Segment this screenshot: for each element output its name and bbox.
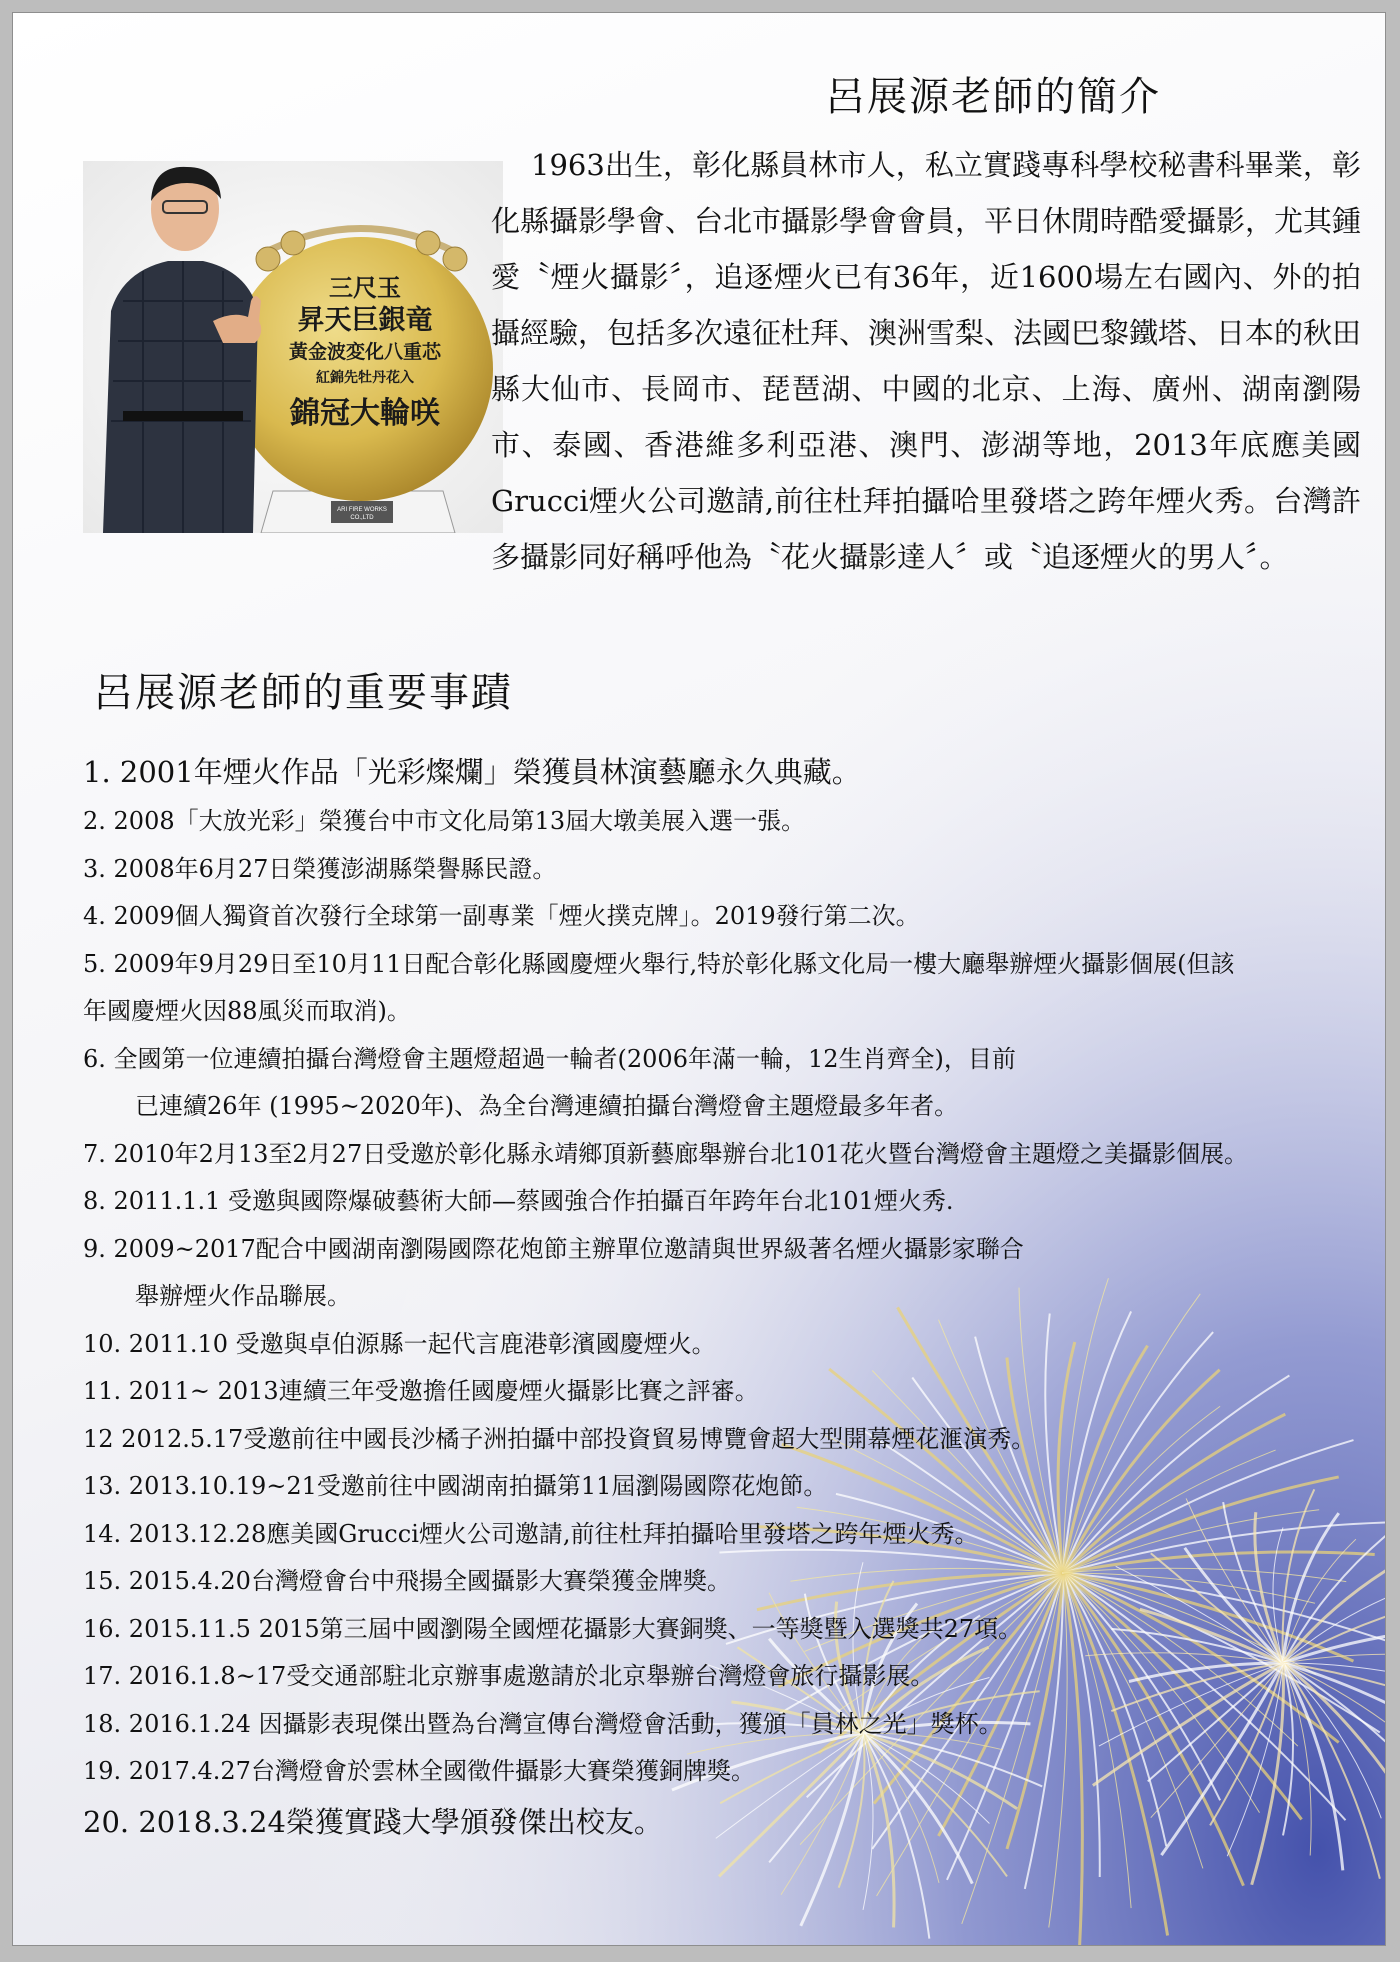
achievement-item-continued: 年國慶煙火因88風災而取消)。 xyxy=(83,997,411,1025)
svg-text:CO.,LTD: CO.,LTD xyxy=(350,515,374,521)
achievement-item: 13. 2013.10.19~21受邀前往中國湖南拍攝第11屆瀏陽國際花炮節。 xyxy=(83,1472,828,1500)
achievement-item: 17. 2016.1.8~17受交通部駐北京辦事處邀請於北京舉辦台灣燈會旅行攝影展。 xyxy=(83,1662,935,1690)
achievement-item: 7. 2010年2月13至2月27日受邀於彰化縣永靖鄉頂新藝廊舉辦台北101花火暨台灣燈會主題燈之美攝影個展。 xyxy=(83,1139,1249,1168)
achievement-item: 8. 2011.1.1 受邀與國際爆破藝術大師—蔡國強合作拍攝百年跨年台北101煙火秀. xyxy=(83,1187,954,1215)
achievement-item: 6. 全國第一位連續拍攝台灣燈會主題燈超過一輪者(2006年滿一輪，12生肖齊全)，目前 xyxy=(83,1044,1016,1073)
svg-text:三尺玉: 三尺玉 xyxy=(329,273,401,302)
achievement-item: 5. 2009年9月29日至10月11日配合彰化縣國慶煙火舉行,特於彰化縣文化局一樓大廳舉辦煙火攝影個展(但該 xyxy=(83,949,1235,978)
achievement-item: 20. 2018.3.24榮獲實踐大學頒發傑出校友。 xyxy=(83,1804,663,1839)
achievement-item: 4. 2009個人獨資首次發行全球第一副專業「煙火撲克牌」。2019發行第二次。 xyxy=(83,902,920,930)
achievements-list xyxy=(83,746,1373,1848)
achievement-item: 16. 2015.11.5 2015第三屆中國瀏陽全國煙花攝影大賽銅獎、一等獎暨入選獎共27項。 xyxy=(83,1614,1023,1643)
bio-paragraph: 1963出生，彰化縣員林市人，私立實踐專科學校秘書科畢業，彰化縣攝影學會、台北市攝影學會會員，平日休閒時酷愛攝影，尤其鍾愛〝煙火攝影〞，追逐煙火已有36年，近1600場左右國內、外的拍攝經驗，包括多次遠征杜拜、澳洲雪梨、法國巴黎鐵塔、日本的秋田縣大仙市、長岡市、琵琶湖、中國的北京、上海、廣州、湖南瀏陽市、泰國、香港維多利亞港、澳門、澎湖等地，2013年底應美國Grucci煙火公司邀請,前往杜拜拍攝哈里發塔之跨年煙火秀。台灣許多攝影同好稱呼他為〝花火攝影達人〞或〝追逐煙火的男人〞。 xyxy=(491,148,1362,574)
achievement-item: 12 2012.5.17受邀前往中國長沙橘子洲拍攝中部投資貿易博覽會超大型開幕煙花滙演秀。 xyxy=(83,1424,1036,1453)
achievement-item: 3. 2008年6月27日榮獲澎湖縣榮譽縣民證。 xyxy=(83,854,557,883)
svg-text:紅錦先牡丹花入: 紅錦先牡丹花入 xyxy=(316,370,414,386)
achievement-item: 11. 2011~ 2013連續三年受邀擔任國慶煙火攝影比賽之評審。 xyxy=(83,1377,759,1405)
bio-title: 呂展源老師的簡介 xyxy=(825,74,1161,120)
achievement-item: 15. 2015.4.20台灣燈會台中飛揚全國攝影大賽榮獲金牌獎。 xyxy=(83,1567,731,1595)
achievement-item: 9. 2009~2017配合中國湖南瀏陽國際花炮節主辦單位邀請與世界級著名煙火攝影家聯合 xyxy=(83,1234,1024,1263)
achievement-item: 14. 2013.12.28應美國Grucci煙火公司邀請,前往杜拜拍攝哈里發塔之跨年煙火秀。 xyxy=(83,1519,979,1548)
portrait-photo xyxy=(83,161,503,533)
svg-text:錦冠大輪咲: 錦冠大輪咲 xyxy=(290,396,440,431)
achievement-item: 2. 2008「大放光彩」榮獲台中市文化局第13屆大墩美展入選一張。 xyxy=(83,807,806,835)
svg-text:ARI FIRE WORKS: ARI FIRE WORKS xyxy=(337,507,387,513)
achievement-item: 10. 2011.10 受邀與卓伯源縣一起代言鹿港彰濱國慶煙火。 xyxy=(83,1329,716,1358)
svg-text:昇天巨銀竜: 昇天巨銀竜 xyxy=(297,305,433,336)
achievement-item: 19. 2017.4.27台灣燈會於雲林全國徵件攝影大賽榮獲銅牌獎。 xyxy=(83,1757,755,1785)
achievement-item: 1. 2001年煙火作品「光彩燦爛」榮獲員林演藝廳永久典藏。 xyxy=(83,755,861,789)
document-page xyxy=(12,12,1386,1946)
achievement-item: 18. 2016.1.24 因攝影表現傑出暨為台灣宣傳台灣燈會活動，獲頒「員林之光」獎杯。 xyxy=(83,1709,1003,1738)
achievements-title: 呂展源老師的重要事蹟 xyxy=(93,670,513,716)
svg-text:黃金波変化八重芯: 黃金波変化八重芯 xyxy=(288,341,442,363)
achievement-item-continued: 舉辦煙火作品聯展。 xyxy=(135,1282,351,1310)
achievement-item-continued: 已連續26年 (1995~2020年)、為全台灣連續拍攝台灣燈會主題燈最多年者。 xyxy=(135,1092,959,1120)
